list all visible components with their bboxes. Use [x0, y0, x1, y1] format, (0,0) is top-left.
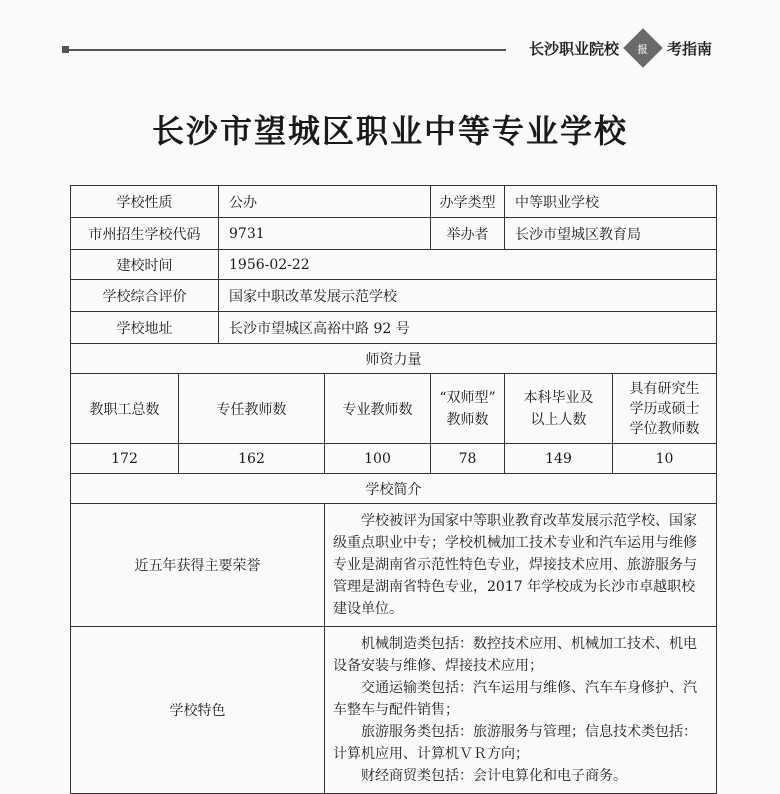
- nature-value: 公办: [219, 186, 431, 218]
- faculty-value-bachelor: 149: [505, 444, 613, 474]
- header-guide: 考指南: [666, 39, 712, 58]
- faculty-header-dual-line1: “双师型”: [439, 389, 496, 406]
- faculty-header-fulltime-line: 专任教师数: [216, 401, 287, 418]
- features-line: 财经商贸类包括：会计电算化和电子商务。: [361, 768, 627, 784]
- faculty-header-dual: [431, 374, 505, 444]
- founded-label: 建校时间: [71, 250, 219, 280]
- row-faculty-title: [71, 344, 717, 374]
- faculty-header-bachelor-line1: 本科毕业及: [523, 389, 594, 406]
- row-features: [71, 627, 717, 794]
- row-founded: [71, 250, 717, 280]
- faculty-header-graduate-line1: 具有研究生: [629, 380, 700, 397]
- faculty-value-total: 172: [71, 444, 179, 474]
- faculty-value-dual: 78: [431, 444, 505, 474]
- faculty-value-fulltime: 162: [179, 444, 325, 474]
- header-text: [529, 36, 712, 60]
- row-evaluation: [71, 280, 717, 312]
- faculty-header-bachelor-line2: 以上人数: [530, 411, 587, 428]
- faculty-header-graduate-line2: 学历或硕士: [629, 400, 700, 417]
- code-value: 9731: [219, 218, 431, 250]
- organizer-value: 长沙市望城区教育局: [505, 218, 717, 250]
- honors-text: 学校被评为国家中等职业教育改革发展示范学校、国家级重点职业中专；学校机械加工技术专业和汽车运用与维修专业是湖南省示范性特色专业，焊接技术应用、旅游服务与管理是湖南省特色专业，2017 年学校成为长沙市卓越职校建设单位。: [325, 504, 717, 627]
- faculty-header-graduate: [613, 374, 717, 444]
- address-value: 长沙市望城区高裕中路 92 号: [219, 312, 717, 344]
- faculty-value-graduate: 10: [613, 444, 717, 474]
- header-rule: [66, 49, 506, 51]
- address-label: 学校地址: [71, 312, 219, 344]
- page-title: 长沙市望城区职业中等专业学校: [151, 112, 628, 150]
- nature-label: 学校性质: [71, 186, 219, 218]
- school-info-table: [70, 185, 717, 794]
- row-code: [71, 218, 717, 250]
- code-label: 市州招生学校代码: [71, 218, 219, 250]
- faculty-header-total-line: 教职工总数: [89, 401, 160, 418]
- faculty-header-bachelor: [505, 374, 613, 444]
- evaluation-label: 学校综合评价: [71, 280, 219, 312]
- badge-char: 报: [637, 44, 648, 56]
- row-faculty-headers: [71, 374, 717, 444]
- features-text: [325, 627, 717, 794]
- faculty-header-dual-line2: 教师数: [446, 411, 489, 428]
- faculty-value-professional: 100: [325, 444, 431, 474]
- features-line: 旅游服务类包括：旅游服务与管理；信息技术类包括：计算机应用、计算机ＶＲ方向；: [333, 724, 697, 762]
- header-badge-icon: [623, 28, 663, 68]
- features-label: 学校特色: [71, 627, 325, 794]
- header-brand: 长沙职业院校: [528, 39, 619, 58]
- honors-label: 近五年获得主要荣誉: [71, 504, 325, 627]
- type-label: 办学类型: [431, 186, 505, 218]
- intro-section-title: 学校简介: [71, 474, 717, 504]
- row-honors: [71, 504, 717, 627]
- faculty-section-title: 师资力量: [71, 344, 717, 374]
- faculty-header-fulltime: [179, 374, 325, 444]
- faculty-header-professional-line: 专业教师数: [342, 401, 413, 418]
- row-address: [71, 312, 717, 344]
- founded-value: 1956-02-22: [219, 250, 717, 280]
- faculty-header-total: [71, 374, 179, 444]
- row-faculty-values: [71, 444, 717, 474]
- page-header: [66, 36, 712, 60]
- faculty-header-graduate-line3: 学位教师数: [629, 420, 700, 437]
- row-intro-title: [71, 474, 717, 504]
- faculty-header-professional: [325, 374, 431, 444]
- features-line: 机械制造类包括：数控技术应用、机械加工技术、机电设备安装与维修、焊接技术应用；: [333, 636, 697, 674]
- type-value: 中等职业学校: [505, 186, 717, 218]
- features-line: 交通运输类包括：汽车运用与维修、汽车车身修护、汽车整车与配件销售；: [333, 680, 697, 718]
- evaluation-value: 国家中职改革发展示范学校: [219, 280, 717, 312]
- row-nature: [71, 186, 717, 218]
- organizer-label: 举办者: [431, 218, 505, 250]
